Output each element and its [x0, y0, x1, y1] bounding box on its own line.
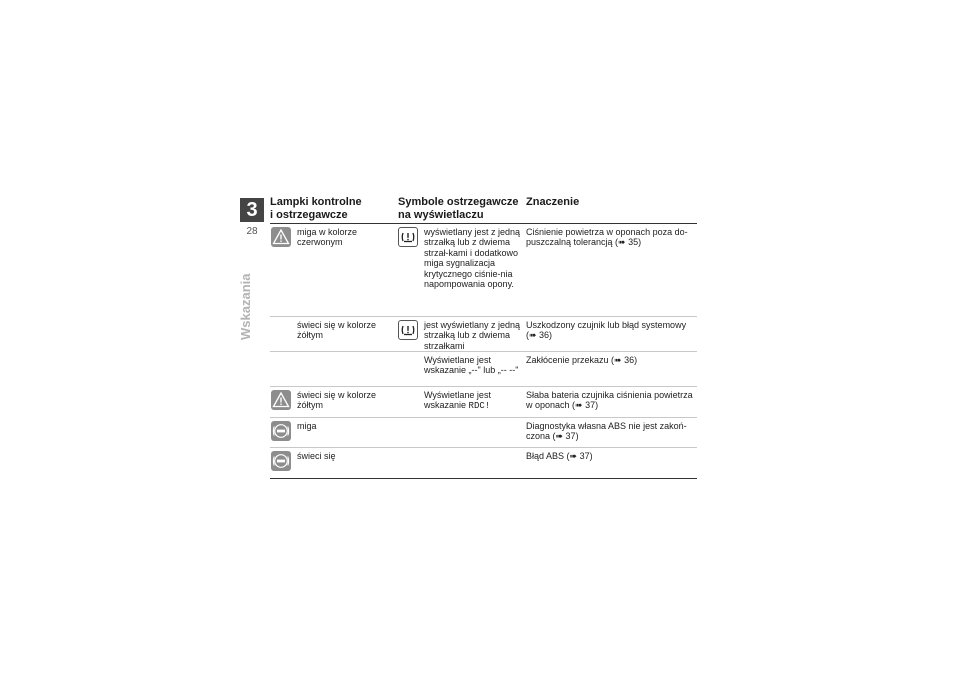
table-row [270, 224, 697, 317]
lamp-text: świeci się [297, 451, 336, 461]
table-row [270, 317, 697, 352]
meaning-text: Ciśnienie powietrza w oponach poza do-puszczalną tolerancją (➠ 35) [526, 227, 688, 248]
side-section-title: Wskazania [238, 273, 253, 340]
column-header-meaning: Znaczenie [526, 196, 580, 208]
meaning-text: Słaba bateria czujnika ciśnienia powietrza w oponach (➠ 37) [526, 390, 693, 411]
chapter-number: 3 [240, 198, 264, 222]
column-header-lamp: Lampki kontrolne i ostrzegawcze [270, 196, 362, 221]
tire-pressure-icon [398, 320, 418, 340]
lamp-text: miga [297, 421, 317, 431]
abs-icon [271, 451, 291, 471]
symbol-text-block [424, 390, 524, 412]
meaning-text: Uszkodzony czujnik lub błąd systemowy (➠ 36) [526, 320, 687, 341]
page-number: 28 [246, 226, 258, 237]
symbol-text: Wyświetlane jest wskazanie [424, 390, 491, 411]
table-row [270, 352, 697, 387]
lamp-text: świeci się w kolorze żółtym [297, 390, 377, 411]
symbol-text: Wyświetlane jest wskazanie „--" lub „-- --" [424, 355, 519, 376]
column-header-symbol: Symbole ostrzegawcze na wyświetlaczu [398, 196, 519, 221]
abs-icon [271, 421, 291, 441]
meaning-text: Zakłócenie przekazu (➠ 36) [526, 355, 638, 365]
table-row [270, 418, 697, 448]
table-row [270, 387, 697, 418]
lamp-text: świeci się w kolorze żółtym [297, 320, 377, 341]
table-bottom-rule [270, 478, 697, 479]
warning-triangle-icon [271, 390, 291, 410]
symbol-text: wyświetlany jest z jedną strzałką lub z dwiema strzał-kami i dodatkowo miga sygnalizacja krytycznego ciśnie-nia napompowania opony. [424, 227, 521, 290]
warning-triangle-icon [271, 227, 291, 247]
tire-pressure-icon [398, 227, 418, 247]
meaning-text: Błąd ABS (➠ 37) [526, 451, 593, 461]
meaning-text: Diagnostyka własna ABS nie jest zakoń-czona (➠ 37) [526, 421, 687, 442]
symbol-code: RDC! [468, 401, 491, 412]
table-row [270, 448, 697, 479]
lamp-text: miga w kolorze czerwonym [297, 227, 358, 248]
symbol-text: jest wyświetlany z jedną strzałką lub z dwiema strzałkami [424, 320, 521, 351]
